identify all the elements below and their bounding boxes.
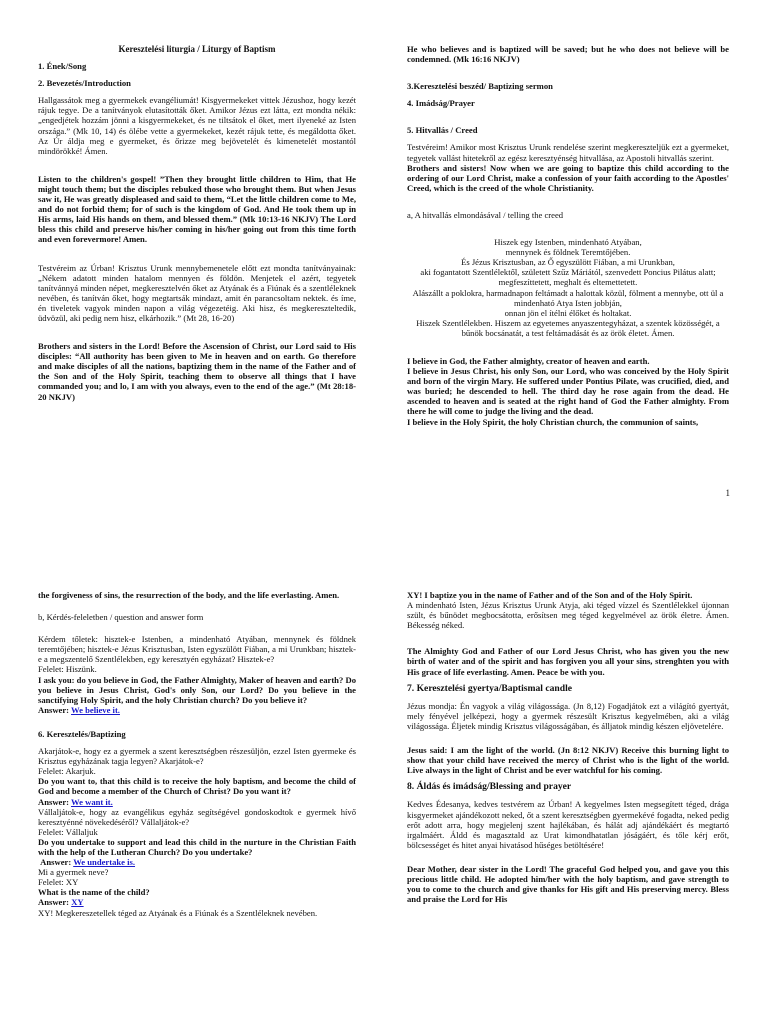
answer-link[interactable]: We believe it. xyxy=(71,704,120,715)
document-title: Keresztelési liturgia / Liturgy of Baptism xyxy=(118,44,276,54)
answer-link[interactable]: XY xyxy=(71,897,84,908)
section-song-heading: 1. Ének/Song xyxy=(38,61,87,72)
creed-line: mennynek és földnek Teremtőjében. xyxy=(505,247,631,258)
great-commission-hungarian: Testvéreim az Úrban! Krisztus Urunk mennybemenetele előtt ezt mondta tanítványainak: „Nékem adatott minden hatalom mennyen és földön. Menjetek el azért, tegyetek tanítvánnyá minden népet, megkeresztelvén őket az Atyának és a Fiúnak és a szentléleknek nevében, és tanítván őket, hogy megtartsák mindazt, amit én parancsoltam nektek. és íme, én tiveletek vagyok minden napon a világ végezetéig. Aki hisz, és megkereszteltedik, üdvözül, aki pedig nem hisz, elkárhozik.” (Mt 28, 16-20) xyxy=(38,262,356,323)
creed-question-english: I ask you: do you believe in God, the Father Almighty, Maker of heaven and earth? Do you believe in Jesus Christ, God's only Son, our Lord? Do you believe in the sanctifying Holy Spirit, and the holy Christian church? Do you believe it? xyxy=(38,674,356,705)
name-answer-english xyxy=(38,897,356,907)
page2-left-column xyxy=(38,590,356,918)
page-number: 1 xyxy=(725,488,730,498)
section-baptizing-heading: 6. Keresztelés/Baptizing xyxy=(38,728,126,739)
creed-english-end: the forgiveness of sins, the resurrection of the body, and the life everlasting. Amen. xyxy=(38,590,340,600)
creed-english-son: I believe in Jesus Christ, his only Son, our Lord, who was conceived by the Holy Spirit and born of the virgin Mary. He suffered under Pontius Pilate, was crucified, died, and was buried; he descended to hell. The third day he rose again from the dead. He ascended to heaven and is seated at the right hand of God the Father almighty. From there he will come to judge the living and the dead. xyxy=(407,366,729,417)
blessing-english: The Almighty God and Father of our Lord Jesus Christ, who has given you the new birth of water and of the spirit and has forgiven you all your sins, strenghten you with His grace of life everlasting. Amen. Peace be with you. xyxy=(407,646,729,677)
support-answer-hungarian: Felelet: Vállaljuk xyxy=(38,826,98,837)
creed-line: És Jézus Krisztusban, az Ő egyszülött Fiában, a mi Urunkban, xyxy=(461,257,675,268)
baptism-question-english: Do you want to, that this child is to receive the holy baptism, and become the child of God and become a member of the Church of Christ? Do you want it? xyxy=(38,776,356,797)
baptism-formula-english: XY! I baptize you in the name of Father and of the Son and of the Holy Spirit. xyxy=(407,590,693,600)
creed-answer-english xyxy=(38,705,356,715)
answer-label: Answer: xyxy=(40,857,72,868)
introduction-hungarian: Hallgassátok meg a gyermekek evangéliumát! Kisgyermekeket vittek Jézushoz, hogy kezét rájuk tegye. De a tanítványok elutasították őket. Amikor Jézus ezt látta, ezt mondta nékik: „engedjétek hozzám jönni a kisgyermekeket, és ne tiltsátok el őket, mert ilyeneké az Isten országa.” (Mk 10, 14) és ölébe vette a gyermekeket, kezét rájuk tette, és megáldotta őket. Az Úr áldja meg e gyermeket, és őrizze meg bejövetelét és kimenetelét mostantól mindörökké! Ámen. xyxy=(38,95,356,156)
page1-left-column xyxy=(38,44,356,409)
prayer-hungarian: Kedves Édesanya, kedves testvérem az Úrban! A kegyelmes Isten megsegített téged, drága kisgyermeket ajándékozott neked, őt a szent keresztségben gyermekévé fogadta, neked pedig erőt adott arra, hogy megjelenj szent hajlékában, és hálát adj ajándékáért és megtartó irgalmáért. Áldd és magasztald az Urat kimondhatatlan jóságáért, és tőle kérj erőt, bölcsességet és hitet anyai hivatásod hűséges betöltésére! xyxy=(407,799,729,850)
support-question-english: Do you undertake to support and lead this child in the nurture in the Christian Faith with the help of the Lutheran Church? Do you undertake? xyxy=(38,836,356,857)
answer-link[interactable]: We undertake is. xyxy=(73,857,136,868)
blessing-hungarian: A mindenható Isten, Jézus Krisztus Urunk Atyja, aki téged vízzel és Szentlélekkel újonnan szült, és bűnödet megbocsátotta, erősítsen meg téged kegyelmével az örök életre. Ámen. Békesség néked. xyxy=(407,600,729,631)
baptism-question-hungarian: Akarjátok-e, hogy ez a gyermek a szent keresztségben részesüljön, ezzel Isten gyermeke és Krisztus egyházának tagja legyen? Akarjátok-e? xyxy=(38,746,356,767)
section-blessing-heading: 8. Áldás és imádság/Blessing and prayer xyxy=(407,781,572,793)
creed-english-father: I believe in God, the Father almighty, creator of heaven and earth. xyxy=(407,355,650,366)
section-sermon-heading: 3.Keresztelési beszéd/ Baptizing sermon xyxy=(407,81,553,92)
creed-intro-english: Brothers and sisters! Now when we are going to baptize this child according to the ordering of our Lord Christ, make a confession of your faith according to the Apostles' Creed, which is the creed of the whole Christianity. xyxy=(407,162,729,193)
page2-right-column xyxy=(407,590,729,911)
prayer-english: Dear Mother, dear sister in the Lord! The graceful God helped you, and gave you this precious little child. He adopted him/her with the holy baptism, and gave strength to you to come to the church and give thanks for His gift and His preserving mercy. Bless and praise the Lord for His xyxy=(407,863,729,905)
name-question-english: What is the name of the child? xyxy=(38,887,150,898)
creed-answer-hungarian: Felelet: Hiszünk. xyxy=(38,664,97,675)
creed-english-spirit: I believe in the Holy Spirit, the holy Christian church, the communion of saints, xyxy=(407,416,699,427)
answer-label: Answer: xyxy=(38,704,70,715)
document-page-1 xyxy=(0,0,768,504)
baptism-answer-hungarian: Felelet: Akarjuk. xyxy=(38,766,96,777)
baptism-formula-hungarian: XY! Megkereszetellek téged az Atyának és a Fiúnak és a Szentléleknek nevében. xyxy=(38,907,318,918)
page1-right-column xyxy=(407,44,729,427)
document-page-2 xyxy=(0,520,768,1024)
mark-16-16-verse: He who believes and is baptized will be saved; but he who does not believe will be condemned. (Mk 16:16 NKJV) xyxy=(407,44,729,65)
section-prayer-heading: 4. Imádság/Prayer xyxy=(407,98,475,109)
creed-line: onnan jön el ítélni élőket és holtakat. xyxy=(504,307,632,318)
creed-line: Hiszek egy Istenben, mindenható Atyában, xyxy=(494,237,642,248)
creed-line: Hiszek Szentlélekben. Hiszem az egyetemes anyaszentegyházat, a szentek közösségét, a bűnök bocsánatát, a test feltámadását és az örök életet. Ámen. xyxy=(416,317,720,338)
answer-label: Answer: xyxy=(38,897,70,908)
section-candle-heading: 7. Keresztelési gyertya/Baptismal candle xyxy=(407,682,573,694)
creed-telling-label: a, A hitvallás elmondásával / telling the creed xyxy=(407,209,564,220)
candle-hungarian: Jézus mondja: Én vagyok a világ világossága. (Jn 8,12) Fogadjátok ezt a világító gyertyát, mely fényével jelképezi, hogy a gyermek részesült Krisztus kegyelmében, aki a világ világossága. Éljetek mindig Krisztus világosságában, és álljatok mindig készen eljövetelére. xyxy=(407,700,729,731)
candle-english: Jesus said: I am the light of the world. (Jn 8:12 NKJV) Receive this burning light to show that your child have received the mercy of Christ who is the light of the world. Live always in the light of Christ and be ever watchful for his coming. xyxy=(407,745,729,776)
baptism-answer-english xyxy=(38,797,356,807)
great-commission-english: Brothers and sisters in the Lord! Before the Ascension of Christ, our Lord said to His disciples: “All authority has been given to Me in heaven and on earth. Go therefore and make disciples of all the nations, baptizing them in the name of the Father and of the Son and of the Holy Spirit, teaching them to observe all things that I have commanded you; and lo, I am with you always, even to the end of the age.” (Mt 28:18-20 NKJV) xyxy=(38,341,356,402)
answer-label: Answer: xyxy=(38,796,70,807)
section-introduction-heading: 2. Bevezetés/Introduction xyxy=(38,78,131,89)
name-question-hungarian: Mi a gyermek neve? xyxy=(38,867,109,878)
question-answer-form-label: b, Kérdés-feleletben / question and answer form xyxy=(38,612,204,623)
support-question-hungarian: Vállaljátok-e, hogy az evangélikus egyház segítségével gondoskodtok e gyermek hívő keresztyénné növekedéséről? Vállaljátok-e? xyxy=(38,806,356,827)
support-answer-english xyxy=(38,857,356,867)
answer-link[interactable]: We want it. xyxy=(71,796,113,807)
introduction-english: Listen to the children's gospel! ”Then they brought little children to Him, that He might touch them; but the disciples rebuked those who brought them. But when Jesus saw it, He was greatly displeased and said to them, “Let the little children come to Me, and do not forbid them; for of such is the kingdom of God. And He took them up in His arms, laid His hands on them, and blessed them.” (Mk 10:13-16 NKJV) The Lord bless this child and preserve his/her coming in his/her going out from this time forth and even forevermore! Amen. xyxy=(38,173,356,245)
creed-hungarian xyxy=(407,237,729,338)
creed-line: Alászállt a poklokra, harmadnapon feltámadt a halottak közül, fölment a mennybe, ott ül a mindenható Atya Isten jobbján, xyxy=(412,287,724,308)
creed-intro-hungarian: Testvéreim! Amikor most Krisztus Urunk rendelése szerint megkereszteljük ezt a gyermeket, tegyetek vallást hitetekről az egész keresztyénség hitvallása, az Apostoli hitvallás szerint. xyxy=(407,142,729,163)
page-gap xyxy=(0,504,768,520)
creed-line: aki fogantatott Szentlélektől, született Szűz Máriától, szenvedett Poncius Pilátus alatt; megfeszíttetett, meghalt és eltemettetett. xyxy=(420,267,716,288)
creed-question-hungarian: Kérdem tőletek: hisztek-e Istenben, a mindenható Atyában, mennynek és földnek teremtőjében; hisztek-e Jézus Krisztusban, Isten egyszülött Fiában, a mi Urunkban; hisztek-e a megszentelő Szentlélekben, egy keresztyén egyházat? Hisztek-e? xyxy=(38,634,356,665)
section-creed-heading: 5. Hitvallás / Creed xyxy=(407,125,478,136)
name-answer-hungarian: Felelet: XY xyxy=(38,877,79,888)
